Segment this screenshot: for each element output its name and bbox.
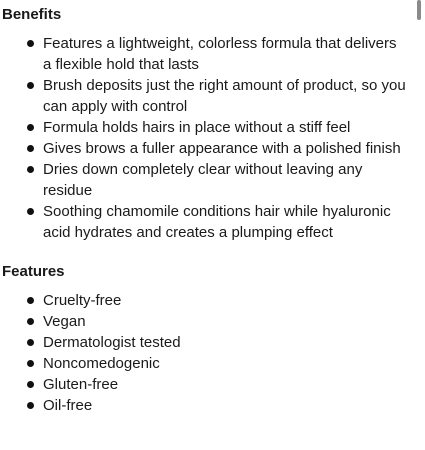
bullet-icon (27, 40, 34, 47)
bullet-icon (27, 208, 34, 215)
list-item-text: Cruelty-free (43, 292, 122, 309)
list-item (2, 311, 407, 332)
list-item-text: Soothing chamomile conditions hair while hyaluronic acid hydrates and creates a plumping effect (43, 203, 391, 241)
bullet-icon (27, 124, 34, 131)
benefits-list (2, 33, 407, 243)
list-item (2, 201, 407, 243)
bullet-icon (27, 82, 34, 89)
list-item (2, 395, 407, 416)
list-item-text: Oil-free (43, 397, 93, 414)
list-item (2, 159, 407, 201)
list-item-text: Formula holds hairs in place without a stiff feel (43, 119, 351, 136)
list-item-text: Vegan (43, 313, 86, 330)
bullet-icon (27, 145, 34, 152)
list-item (2, 353, 407, 374)
bullet-icon (27, 360, 34, 367)
list-item-text: Noncomedogenic (43, 355, 160, 372)
list-item (2, 33, 407, 75)
benefits-heading: Benefits (2, 6, 62, 23)
bullet-icon (27, 402, 34, 409)
list-item-text: Gives brows a fuller appearance with a polished finish (43, 140, 401, 157)
list-item-text: Gluten-free (43, 376, 119, 393)
list-item (2, 75, 407, 117)
bullet-icon (27, 381, 34, 388)
list-item (2, 290, 407, 311)
product-details-panel (2, 0, 407, 416)
bullet-icon (27, 297, 34, 304)
list-item-text: Dries down completely clear without leaving any residue (43, 161, 363, 199)
scrollbar-thumb[interactable] (417, 0, 421, 20)
list-item-text: Brush deposits just the right amount of product, so you can apply with control (43, 77, 406, 115)
bullet-icon (27, 339, 34, 346)
list-item (2, 138, 407, 159)
bullet-icon (27, 318, 34, 325)
list-item (2, 374, 407, 395)
features-heading: Features (2, 263, 65, 280)
bullet-icon (27, 166, 34, 173)
list-item-text: Features a lightweight, colorless formula that delivers a flexible hold that lasts (43, 35, 397, 73)
list-item-text: Dermatologist tested (43, 334, 181, 351)
list-item (2, 332, 407, 353)
list-item (2, 117, 407, 138)
features-list (2, 290, 407, 416)
